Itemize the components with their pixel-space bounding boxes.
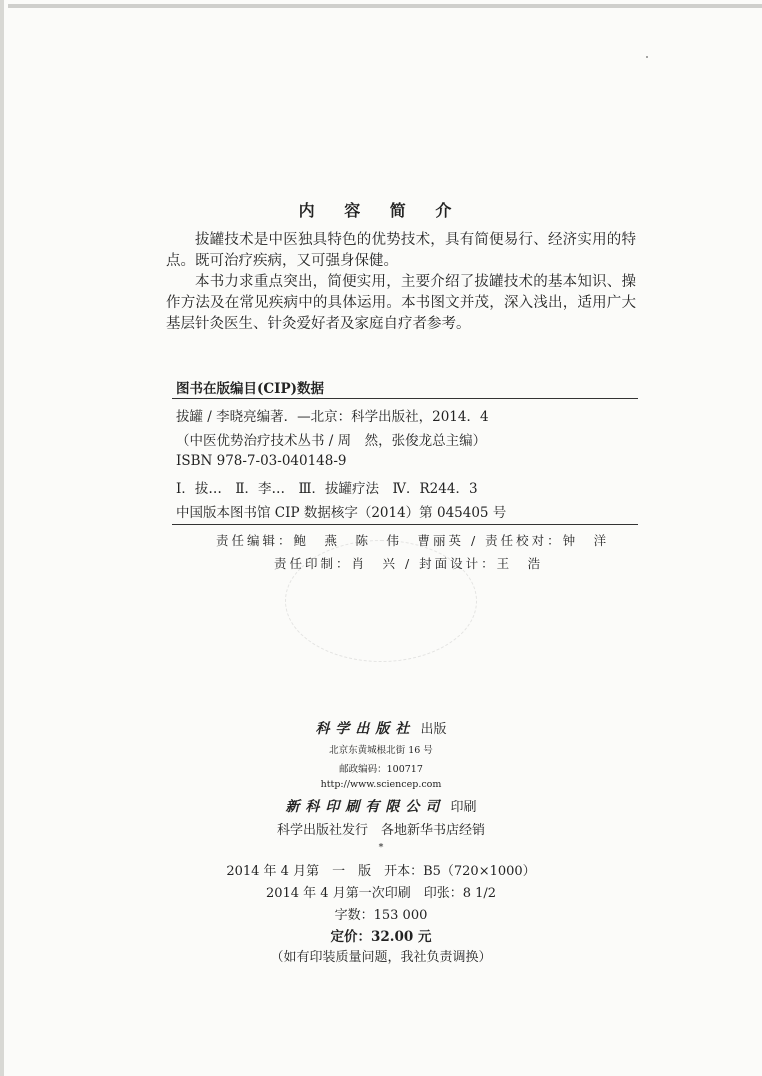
cip-line: （中医优势治疗技术丛书 / 周 然，张俊龙总主编）	[176, 433, 487, 449]
cip-line: 中国版本图书馆 CIP 数据核字（2014）第 045405 号	[176, 505, 507, 521]
publisher-url: http://www.sciencep.com	[320, 779, 442, 790]
cip-line: 拔罐 / 李晓亮编著．—北京：科学出版社，2014．4	[176, 409, 489, 425]
printer-line	[0, 796, 762, 816]
printing-line: 2014 年 4 月第一次印刷 印张：8 1/2	[265, 886, 497, 901]
scan-speck	[646, 56, 648, 58]
summary-paragraph-2: 本书力求重点突出，简便实用，主要介绍了拔罐技术的基本知识、操作方法及在常见疾病中的具体运用。本书图文并茂，深入浅出，适用广大基层针灸医生、针灸爱好者及家庭自疗者参考。	[166, 274, 636, 332]
cip-line: ISBN 978-7-03-040148-9	[176, 453, 347, 469]
summary-paragraph-1: 拔罐技术是中医独具特色的优势技术，具有简便易行、经济实用的特点。既可治疗疾病，又可强身保健。	[166, 232, 636, 269]
printer-action: 印刷	[450, 800, 477, 815]
summary-heading: 内 容 简 介	[298, 201, 464, 220]
staff-production: 责任印制：肖 兴 / 封面设计：王 浩	[274, 556, 544, 571]
printer-logo-text: 新科印刷有限公司	[285, 799, 446, 815]
publisher-address: 北京东黄城根北街 16 号	[329, 745, 433, 756]
publisher-postcode: 邮政编码：100717	[339, 764, 423, 775]
scan-edge-top	[8, 4, 762, 8]
edition-line: 2014 年 4 月第 一 版 开本：B5（720×1000）	[226, 864, 536, 879]
quality-notice: （如有印装质量问题，我社负责调换）	[270, 950, 492, 965]
staff-editors: 责任编辑：鲍 燕 陈 伟 曹丽英 / 责任校对：钟 洋	[216, 533, 610, 548]
cip-heading: 图书在版编目(CIP)数据	[176, 381, 324, 397]
cip-line: Ⅰ．拔… Ⅱ．李… Ⅲ．拔罐疗法 Ⅳ．R244．3	[176, 481, 478, 497]
wordcount-line: 字数：153 000	[334, 908, 428, 923]
publisher-line	[0, 718, 762, 738]
distribution-line: 科学出版社发行 各地新华书店经销	[276, 823, 485, 838]
publisher-logo-text: 科学出版社	[315, 721, 416, 737]
separator-star: *	[378, 842, 384, 853]
publisher-action: 出版	[420, 722, 447, 737]
price-line: 定价：32.00 元	[330, 929, 432, 945]
